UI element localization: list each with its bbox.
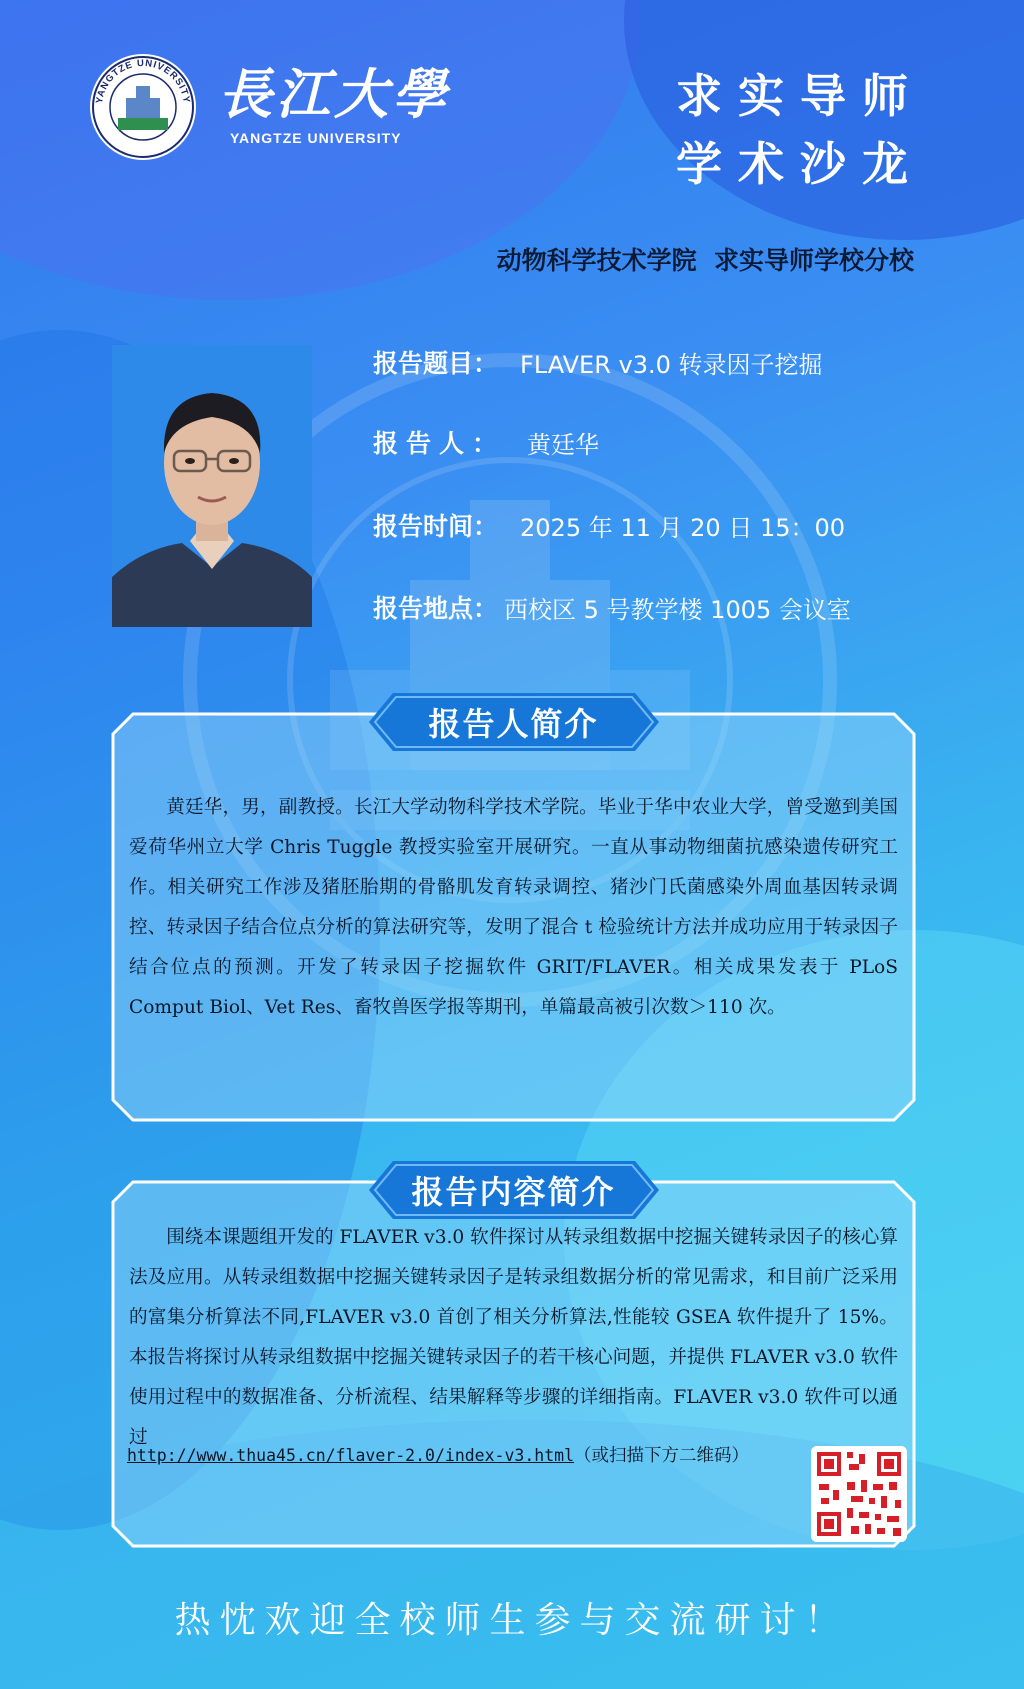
bio-title: 报告人简介 [428,705,599,743]
seal-text: YANGTZE UNIVERSITY [94,57,192,105]
speaker-photo [112,345,312,627]
place-value: 西校区 5 号教学楼 1005 会议室 [504,595,851,624]
speaker-label: 报告人： [373,429,506,458]
speaker-row [373,422,599,462]
place-row [373,587,851,627]
abstract-title: 报告内容简介 [411,1173,616,1211]
speaker-bio-panel [111,705,916,1122]
topic-row [373,342,823,382]
bio-title-badge [369,693,659,751]
time-value: 2025 年 11 月 20 日 15：00 [520,513,846,542]
topic-value: FLAVER v3.0 转录因子挖掘 [520,350,823,379]
university-name-cn: 長江大學 [218,62,450,126]
headline-line-1: 求实导师 [676,69,924,123]
abstract-title-badge [369,1161,659,1219]
time-label: 报告时间： [373,512,499,541]
organizer-line: 动物科学技术学院 求实导师学校分校 [496,246,914,275]
software-link[interactable]: http://www.thua45.cn/flaver-2.0/index-v3.html [127,1446,575,1465]
abstract-link-row [127,1442,749,1467]
bio-text: 黄廷华，男，副教授。长江大学动物科学技术学院。毕业于华中农业大学，曾受邀到美国爱荷华州立大学 Chris Tuggle 教授实验室开展研究。一直从事动物细菌抗感染遗传研究工作。相关研究工作涉及猪胚胎期的骨骼肌发育转录调控、猪沙门氏菌感染外周血基因转录调控、转录因子结合位点分析的算法研究等，发明了混合 t 检验统计方法并成功应用于转录因子结合位点的预测。开发了转录因子挖掘软件 GRIT/FLAVER。相关成果发表于 PLoS Comput Biol、Vet Res、畜牧兽医学报等期刊，单篇最高被引次数＞110 次。 [129,797,898,1018]
university-name-en: YANGTZE UNIVERSITY [230,130,402,146]
time-row [373,505,845,545]
headline-line-2: 学术沙龙 [676,137,924,191]
topic-label: 报告题目： [373,349,499,378]
place-label: 报告地点： [373,594,499,623]
talk-abstract-panel [111,1173,916,1548]
footer-invitation: 热忱欢迎全校师生参与交流研讨！ [174,1600,850,1641]
qr-code [811,1446,907,1542]
university-seal-logo [88,52,198,162]
speaker-value: 黄廷华 [527,430,600,459]
link-suffix: （或扫描下方二维码） [574,1446,750,1466]
abstract-text: 围绕本课题组开发的 FLAVER v3.0 软件探讨从转录组数据中挖掘关键转录因子的核心算法及应用。从转录组数据中挖掘关键转录因子是转录组数据分析的常见需求，和目前广泛采用的富集分析算法不同,FLAVER v3.0 首创了相关分析算法,性能较 GSEA 软件提升了 15%。本报告将探讨从转录组数据中挖掘关键转录因子的若干核心问题，并提供 FLAVER v3.0 软件使用过程中的数据准备、分析流程、结果解释等步骤的详细指南。FLAVER v3.0 软件可以通过 [129,1227,898,1448]
